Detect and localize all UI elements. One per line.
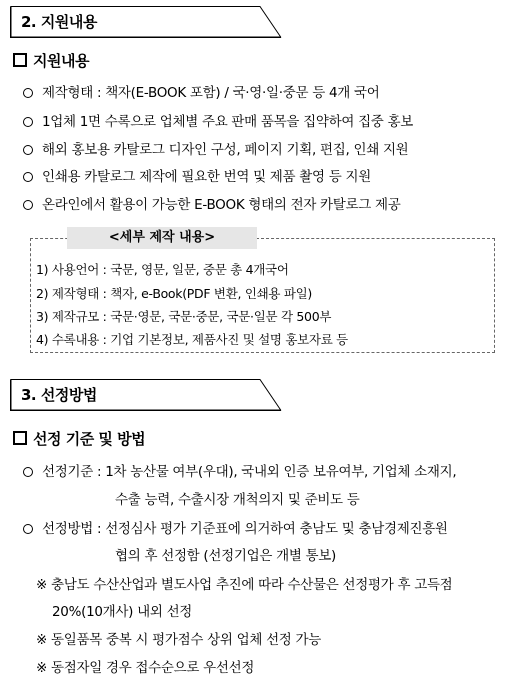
checkbox-square-icon — [13, 431, 27, 445]
note-continuation: 20%(10개사) 내외 선정 — [52, 604, 193, 620]
list-item: 온라인에서 활용이 가능한 E-BOOK 형태의 전자 카탈로그 제공 — [23, 193, 401, 213]
note-item: ※ 충남도 수산산업과 별도사업 추진에 따라 수산물은 선정평가 후 고득점 — [36, 577, 453, 593]
list-item: 인쇄용 카탈로그 제작에 필요한 번역 및 제품 촬영 등 지원 — [23, 165, 371, 185]
section-3-subheading-label: 선정 기준 및 방법 — [33, 430, 146, 448]
circle-bullet-icon — [23, 117, 33, 127]
detail-item: 1) 사용언어 : 국문, 영문, 일문, 중문 총 4개국어 — [36, 262, 289, 277]
circle-bullet-icon — [23, 524, 33, 534]
list-item: 선정방법 : 선정심사 평가 기준표에 의거하여 충남도 및 충남경제진흥원 — [23, 517, 448, 537]
detail-item: 3) 제작규모 : 국문·영문, 국문·중문, 국문·일문 각 500부 — [36, 309, 332, 324]
note-item: ※ 동점자일 경우 접수순으로 우선선정 — [36, 660, 255, 676]
circle-bullet-icon — [23, 145, 33, 155]
section-3-subheading — [13, 428, 145, 449]
detail-item: 2) 제작형태 : 책자, e-Book(PDF 변환, 인쇄용 파일) — [36, 286, 312, 301]
section-2-subheading-label: 지원내용 — [33, 52, 89, 70]
circle-bullet-icon — [23, 200, 33, 210]
list-item: 해외 홍보용 카탈로그 디자인 구성, 페이지 기획, 편집, 인쇄 지원 — [23, 138, 408, 158]
list-item: 1업체 1면 수록으로 업체별 주요 판매 품목을 집약하여 집중 홍보 — [23, 110, 413, 130]
list-item: 제작형태 : 책자(E-BOOK 포함) / 국·영·일·중문 등 4개 국어 — [23, 81, 379, 101]
circle-bullet-icon — [23, 172, 33, 182]
list-item-continuation: 협의 후 선정함 (선정기업은 개별 통보) — [115, 548, 337, 564]
section-2-subheading — [13, 50, 89, 71]
section-3-title: 3. 선정방법 — [21, 386, 97, 404]
section-3-header — [10, 379, 282, 411]
list-item: 선정기준 : 1차 농산물 여부(우대), 국내외 인증 보유여부, 기업체 소재지, — [23, 460, 456, 480]
list-item-continuation: 수출 능력, 수출시장 개척의지 및 준비도 등 — [115, 492, 360, 508]
section-2-header — [10, 6, 282, 38]
detail-item: 4) 수록내용 : 기업 기본정보, 제품사진 및 설명 홍보자료 등 — [36, 332, 348, 347]
detail-box-title: <세부 제작 내용> — [67, 227, 257, 249]
checkbox-square-icon — [13, 53, 27, 67]
note-item: ※ 동일품목 중복 시 평가점수 상위 업체 선정 가능 — [36, 632, 322, 648]
circle-bullet-icon — [23, 88, 33, 98]
section-2-title: 2. 지원내용 — [21, 13, 97, 31]
circle-bullet-icon — [23, 467, 33, 477]
